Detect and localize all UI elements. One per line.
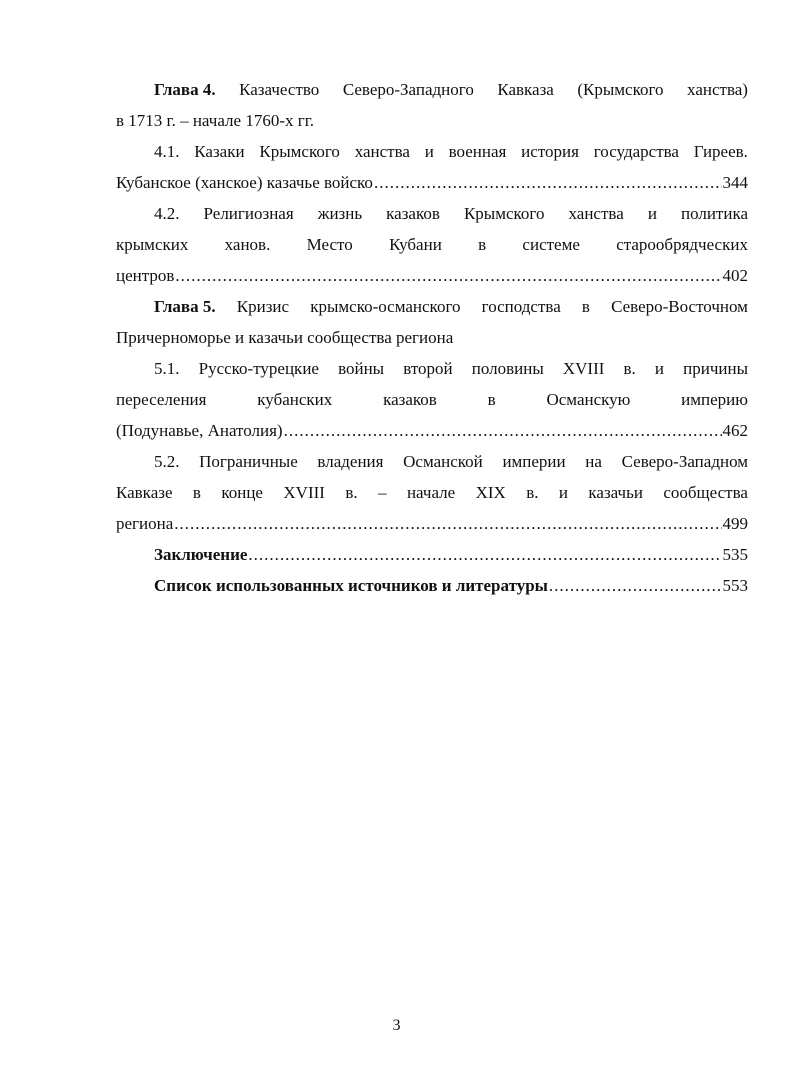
toc-word: причины xyxy=(683,359,748,378)
page-number: 3 xyxy=(392,1017,401,1034)
toc-word: 5.2. xyxy=(154,452,180,471)
toc-s51-entry xyxy=(116,415,748,446)
toc-word: крымско-османского xyxy=(310,297,461,316)
toc-word: в. xyxy=(526,483,539,502)
toc-s42-line2 xyxy=(116,229,748,260)
toc-ch4-label: Глава 4. xyxy=(154,80,216,99)
toc-s41-title-end: Кубанское (ханское) казачье войско xyxy=(116,173,373,192)
toc-word: империю xyxy=(681,390,748,409)
table-of-contents xyxy=(116,74,748,601)
toc-word: империи xyxy=(502,452,566,471)
toc-word: ханов. xyxy=(224,235,271,254)
toc-word: в xyxy=(581,297,590,316)
toc-word: Кавказа xyxy=(497,80,554,99)
toc-word: Казаки xyxy=(194,142,245,161)
dot-leader xyxy=(174,508,721,539)
toc-word: Гиреев. xyxy=(693,142,748,161)
toc-word: Кризис xyxy=(236,297,290,316)
toc-word: господства xyxy=(481,297,561,316)
toc-word: ханства xyxy=(568,204,624,223)
toc-word: Северо-Западного xyxy=(342,80,474,99)
dot-leader xyxy=(284,415,722,446)
toc-word: Пограничные xyxy=(199,452,298,471)
toc-ch5-title-end: Причерноморье и казачьи сообщества региона xyxy=(116,328,454,347)
toc-word: XVIII xyxy=(283,483,325,502)
toc-ch4-title-end: в 1713 г. – начале 1760-х гг. xyxy=(116,111,315,130)
toc-s52-title-end: региона xyxy=(116,514,174,533)
toc-word: кубанских xyxy=(257,390,333,409)
toc-s42-entry xyxy=(116,260,748,291)
toc-word: войны xyxy=(338,359,385,378)
toc-word: Религиозная xyxy=(203,204,294,223)
toc-ch5-label: Глава 5. xyxy=(154,297,216,316)
toc-conclusion-label: Заключение xyxy=(154,545,248,564)
toc-word: XVIII xyxy=(562,359,605,378)
toc-s51-line2 xyxy=(116,384,748,415)
toc-word: системе xyxy=(522,235,580,254)
toc-s41-line1 xyxy=(116,136,748,167)
toc-s41-page: 344 xyxy=(722,173,748,192)
toc-word: и xyxy=(558,483,569,502)
dot-leader xyxy=(175,260,721,291)
toc-word: политика xyxy=(680,204,748,223)
toc-word: казаков xyxy=(383,390,437,409)
toc-s42-page: 402 xyxy=(722,266,748,285)
toc-ch5-line2 xyxy=(116,322,748,353)
toc-word: в xyxy=(478,235,487,254)
toc-word: (Крымского xyxy=(577,80,664,99)
toc-word: Северо-Восточном xyxy=(611,297,748,316)
toc-s42-title-end: центров xyxy=(116,266,175,285)
toc-s52-page: 499 xyxy=(722,514,748,533)
toc-word: Османской xyxy=(403,452,483,471)
toc-s51-title-end: (Подунавье, Анатолия) xyxy=(116,421,283,440)
dot-leader xyxy=(374,167,722,198)
toc-word: начале xyxy=(406,483,456,502)
toc-word: переселения xyxy=(116,390,207,409)
toc-conclusion-page: 535 xyxy=(722,545,748,564)
toc-word: военная xyxy=(448,142,507,161)
toc-word: Кубани xyxy=(389,235,442,254)
toc-sources-page: 553 xyxy=(722,576,748,595)
toc-word: – xyxy=(378,483,387,502)
toc-word: 4.2. xyxy=(154,204,180,223)
toc-word: Русско-турецкие xyxy=(198,359,319,378)
toc-word: крымских xyxy=(116,235,189,254)
toc-word: владения xyxy=(317,452,384,471)
toc-word: государства xyxy=(593,142,679,161)
toc-word: ханства) xyxy=(687,80,748,99)
toc-s52-line2 xyxy=(116,477,748,508)
toc-s41-entry xyxy=(116,167,748,198)
toc-word: Крымского xyxy=(259,142,340,161)
toc-s51-line1 xyxy=(116,353,748,384)
toc-word: в xyxy=(487,390,496,409)
toc-word: сообщества xyxy=(663,483,748,502)
toc-word: второй xyxy=(403,359,453,378)
toc-sources-entry xyxy=(116,570,748,601)
toc-s52-entry xyxy=(116,508,748,539)
toc-sources-label: Список использованных источников и литературы xyxy=(154,576,548,595)
toc-s52-line1 xyxy=(116,446,748,477)
toc-word: Северо-Западном xyxy=(621,452,748,471)
toc-word: и xyxy=(424,142,434,161)
dot-leader xyxy=(248,539,721,570)
toc-word: Место xyxy=(306,235,353,254)
toc-word: старообрядческих xyxy=(616,235,748,254)
toc-ch5-line1 xyxy=(116,291,748,322)
toc-word: 4.1. xyxy=(154,142,180,161)
toc-word: казачьи xyxy=(588,483,643,502)
dot-leader xyxy=(549,570,722,601)
toc-ch4-line1 xyxy=(116,74,748,105)
toc-word: казаков xyxy=(386,204,440,223)
toc-word: в. xyxy=(623,359,636,378)
toc-word: конце xyxy=(221,483,263,502)
toc-word: жизнь xyxy=(317,204,363,223)
toc-word: и xyxy=(647,204,657,223)
toc-word: на xyxy=(585,452,602,471)
toc-ch4-line2 xyxy=(116,105,748,136)
toc-s42-line1 xyxy=(116,198,748,229)
toc-word: в xyxy=(192,483,201,502)
toc-word: Кавказе xyxy=(116,483,173,502)
toc-word: Крымского xyxy=(463,204,545,223)
toc-word: 5.1. xyxy=(154,359,180,378)
toc-conclusion-entry xyxy=(116,539,748,570)
toc-word: Казачество xyxy=(239,80,320,99)
toc-word: и xyxy=(654,359,665,378)
toc-word: Османскую xyxy=(546,390,631,409)
toc-word: XIX xyxy=(475,483,506,502)
toc-word: половины xyxy=(471,359,544,378)
toc-s51-page: 462 xyxy=(722,421,748,440)
toc-word: история xyxy=(521,142,579,161)
toc-word: в. xyxy=(345,483,358,502)
toc-word: ханства xyxy=(354,142,410,161)
